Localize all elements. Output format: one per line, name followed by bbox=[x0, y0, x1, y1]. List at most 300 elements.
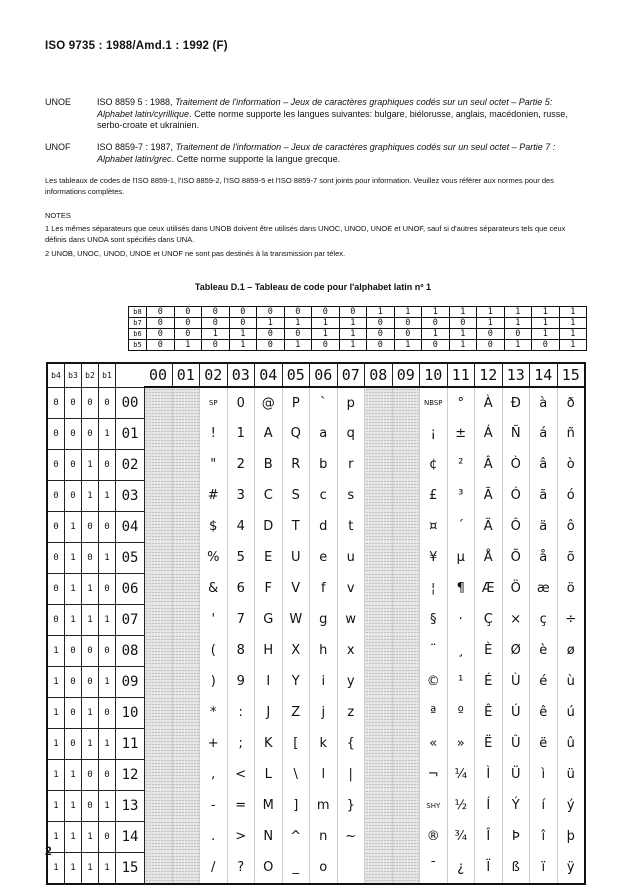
code-cell: ¥ bbox=[420, 542, 448, 573]
code-row bbox=[47, 542, 585, 573]
code-cell bbox=[392, 635, 420, 666]
code-cell: p bbox=[337, 387, 365, 418]
column-header: 07 bbox=[337, 363, 365, 387]
row-bit: 1 bbox=[65, 759, 82, 790]
bit-value: 0 bbox=[532, 340, 560, 351]
code-cell: ¾ bbox=[447, 821, 475, 852]
bit-value: 1 bbox=[339, 329, 367, 340]
intro-paragraph: Les tableaux de codes de l'ISO 8859-1, l'ISO 8859-2, l'ISO 8859-5 et l'ISO 8859-7 sont joints pour information. Veuillez vous référer aux normes pour des informations complètes. bbox=[45, 176, 554, 196]
bit-value: 0 bbox=[202, 318, 230, 329]
row-bit: 0 bbox=[99, 821, 116, 852]
code-cell: í bbox=[530, 790, 558, 821]
code-cell: 9 bbox=[227, 666, 255, 697]
code-cell: Ï bbox=[475, 852, 503, 884]
row-bit: 0 bbox=[47, 480, 65, 511]
bit-value: 1 bbox=[532, 307, 560, 318]
code-cell: Ý bbox=[502, 790, 530, 821]
code-cell: Ö bbox=[502, 573, 530, 604]
code-cell bbox=[337, 852, 365, 884]
code-cell: º bbox=[447, 697, 475, 728]
code-cell bbox=[365, 511, 393, 542]
code-cell: ê bbox=[530, 697, 558, 728]
code-cell: F bbox=[255, 573, 283, 604]
code-cell: 1 bbox=[227, 418, 255, 449]
row-bit: 1 bbox=[65, 821, 82, 852]
code-cell: î bbox=[530, 821, 558, 852]
code-cell: E bbox=[255, 542, 283, 573]
column-header: 05 bbox=[282, 363, 310, 387]
code-row bbox=[47, 852, 585, 884]
code-cell bbox=[365, 387, 393, 418]
code-cell: ó bbox=[557, 480, 585, 511]
code-cell: ¦ bbox=[420, 573, 448, 604]
row-bit: 1 bbox=[47, 759, 65, 790]
row-number: 09 bbox=[116, 666, 145, 697]
code-cell: Á bbox=[475, 418, 503, 449]
code-cell: ' bbox=[200, 604, 228, 635]
bit-value: 0 bbox=[477, 329, 505, 340]
code-cell: Û bbox=[502, 728, 530, 759]
bit-value: 1 bbox=[532, 329, 560, 340]
code-cell: u bbox=[337, 542, 365, 573]
bit-value: 1 bbox=[422, 329, 450, 340]
row-bit: 1 bbox=[99, 728, 116, 759]
code-cell bbox=[172, 666, 200, 697]
bit-value: 1 bbox=[229, 329, 257, 340]
code-cell: , bbox=[200, 759, 228, 790]
code-cell bbox=[172, 511, 200, 542]
row-bit: 0 bbox=[65, 728, 82, 759]
code-cell: & bbox=[200, 573, 228, 604]
row-bit: 0 bbox=[65, 449, 82, 480]
row-bit: 0 bbox=[47, 449, 65, 480]
row-bit: 0 bbox=[65, 387, 82, 418]
row-bit: 1 bbox=[65, 511, 82, 542]
code-cell: À bbox=[475, 387, 503, 418]
row-bit: 1 bbox=[99, 480, 116, 511]
code-cell bbox=[145, 635, 173, 666]
row-bit: 1 bbox=[99, 418, 116, 449]
code-cell bbox=[365, 666, 393, 697]
row-number: 14 bbox=[116, 821, 145, 852]
code-cell: ª bbox=[420, 697, 448, 728]
code-row bbox=[47, 697, 585, 728]
code-cell bbox=[365, 852, 393, 884]
bit-value: 1 bbox=[504, 340, 532, 351]
code-cell: r bbox=[337, 449, 365, 480]
row-bit: 1 bbox=[82, 480, 99, 511]
row-bit: 1 bbox=[82, 573, 99, 604]
code-cell: õ bbox=[557, 542, 585, 573]
code-cell: ú bbox=[557, 697, 585, 728]
code-cell: Y bbox=[282, 666, 310, 697]
code-cell: @ bbox=[255, 387, 283, 418]
code-cell bbox=[392, 449, 420, 480]
bit-value: 0 bbox=[284, 307, 312, 318]
row-bit-label: b4 bbox=[47, 363, 65, 387]
bit-value: 1 bbox=[504, 307, 532, 318]
row-bit: 0 bbox=[82, 635, 99, 666]
bit-value: 0 bbox=[394, 329, 422, 340]
corner-blank bbox=[116, 363, 145, 387]
bit-value: 1 bbox=[559, 318, 587, 329]
code-cell: ] bbox=[282, 790, 310, 821]
bit-value: 0 bbox=[422, 318, 450, 329]
code-cell: ÿ bbox=[557, 852, 585, 884]
code-cell: y bbox=[337, 666, 365, 697]
bit-value: 0 bbox=[147, 307, 175, 318]
code-cell bbox=[172, 790, 200, 821]
code-cell: Ò bbox=[502, 449, 530, 480]
row-number: 08 bbox=[116, 635, 145, 666]
code-cell: à bbox=[530, 387, 558, 418]
code-cell: Ú bbox=[502, 697, 530, 728]
row-bit: 1 bbox=[47, 697, 65, 728]
code-cell: h bbox=[310, 635, 338, 666]
code-cell: I bbox=[255, 666, 283, 697]
row-number: 01 bbox=[116, 418, 145, 449]
code-table bbox=[46, 362, 586, 885]
code-cell: V bbox=[282, 573, 310, 604]
bit-value: 1 bbox=[229, 340, 257, 351]
code-cell: ø bbox=[557, 635, 585, 666]
code-cell: È bbox=[475, 635, 503, 666]
code-cell: ë bbox=[530, 728, 558, 759]
code-cell bbox=[172, 449, 200, 480]
code-cell bbox=[365, 635, 393, 666]
code-cell bbox=[365, 790, 393, 821]
entry-title: Traitement de l'information – Jeux de caractères graphiques codés sur un seul octet – Partie 7 : Alphabet latin/grec bbox=[97, 142, 556, 164]
code-cell: 7 bbox=[227, 604, 255, 635]
code-cell: S bbox=[282, 480, 310, 511]
code-cell: ; bbox=[227, 728, 255, 759]
row-number: 07 bbox=[116, 604, 145, 635]
code-cell: : bbox=[227, 697, 255, 728]
row-bit: 1 bbox=[47, 790, 65, 821]
code-cell: W bbox=[282, 604, 310, 635]
code-cell: Ã bbox=[475, 480, 503, 511]
code-cell: â bbox=[530, 449, 558, 480]
code-cell: d bbox=[310, 511, 338, 542]
code-cell bbox=[392, 666, 420, 697]
code-cell: ² bbox=[447, 449, 475, 480]
code-cell: v bbox=[337, 573, 365, 604]
code-row bbox=[47, 418, 585, 449]
code-cell bbox=[365, 728, 393, 759]
bit-value: 0 bbox=[147, 318, 175, 329]
row-bit: 0 bbox=[47, 542, 65, 573]
code-cell: Z bbox=[282, 697, 310, 728]
row-bit: 0 bbox=[99, 511, 116, 542]
code-cell bbox=[172, 387, 200, 418]
row-number: 04 bbox=[116, 511, 145, 542]
code-cell bbox=[392, 821, 420, 852]
code-cell: é bbox=[530, 666, 558, 697]
code-cell: £ bbox=[420, 480, 448, 511]
code-row bbox=[47, 480, 585, 511]
code-cell: $ bbox=[200, 511, 228, 542]
code-cell: w bbox=[337, 604, 365, 635]
bit-value: 1 bbox=[422, 307, 450, 318]
code-cell: · bbox=[447, 604, 475, 635]
bit-value: 0 bbox=[147, 340, 175, 351]
code-cell: C bbox=[255, 480, 283, 511]
column-header: 06 bbox=[310, 363, 338, 387]
code-cell: á bbox=[530, 418, 558, 449]
entry-code: UNOE bbox=[45, 97, 72, 107]
bit-value: 1 bbox=[504, 318, 532, 329]
code-cell: # bbox=[200, 480, 228, 511]
code-cell: H bbox=[255, 635, 283, 666]
bit-value: 1 bbox=[339, 318, 367, 329]
bit-value: 1 bbox=[477, 307, 505, 318]
code-cell bbox=[145, 449, 173, 480]
bit-value: 0 bbox=[312, 307, 340, 318]
bit-value: 0 bbox=[312, 340, 340, 351]
code-cell: A bbox=[255, 418, 283, 449]
row-bit: 0 bbox=[82, 542, 99, 573]
bit-value: 0 bbox=[367, 329, 395, 340]
code-cell: L bbox=[255, 759, 283, 790]
code-cell: i bbox=[310, 666, 338, 697]
code-cell bbox=[365, 418, 393, 449]
bit-value: 1 bbox=[449, 307, 477, 318]
code-cell bbox=[392, 387, 420, 418]
row-bit-label: b3 bbox=[65, 363, 82, 387]
bit-row bbox=[129, 329, 587, 340]
column-header: 01 bbox=[172, 363, 200, 387]
code-cell bbox=[172, 759, 200, 790]
note-1: 1 Les mêmes séparateurs que ceux utilisés dans UNOB doivent être utilisés dans UNOC, UNOD, UNOE et UNOF, sauf si d'autres séparateurs tels que ceux définis dans UNOA sont spécifiés dans UNA. bbox=[45, 224, 566, 244]
row-bit: 0 bbox=[82, 418, 99, 449]
code-cell: 8 bbox=[227, 635, 255, 666]
code-cell: ¸ bbox=[447, 635, 475, 666]
row-bit: 1 bbox=[47, 821, 65, 852]
code-cell: ñ bbox=[557, 418, 585, 449]
code-cell: æ bbox=[530, 573, 558, 604]
code-cell: j bbox=[310, 697, 338, 728]
code-cell: å bbox=[530, 542, 558, 573]
code-cell: ³ bbox=[447, 480, 475, 511]
bit-label: b8 bbox=[129, 307, 147, 318]
row-bit: 1 bbox=[47, 852, 65, 884]
code-row bbox=[47, 573, 585, 604]
code-cell bbox=[145, 821, 173, 852]
bit-label: b7 bbox=[129, 318, 147, 329]
bit-value: 1 bbox=[339, 340, 367, 351]
code-cell bbox=[392, 542, 420, 573]
code-cell bbox=[172, 697, 200, 728]
code-row bbox=[47, 759, 585, 790]
code-cell: ¯ bbox=[420, 852, 448, 884]
code-cell: = bbox=[227, 790, 255, 821]
bit-value: 1 bbox=[449, 329, 477, 340]
code-cell: a bbox=[310, 418, 338, 449]
document-header: ISO 9735 : 1988/Amd.1 : 1992 (F) bbox=[45, 40, 228, 52]
bit-value: 1 bbox=[284, 318, 312, 329]
code-cell: K bbox=[255, 728, 283, 759]
code-cell bbox=[365, 697, 393, 728]
code-cell: ^ bbox=[282, 821, 310, 852]
code-cell bbox=[145, 387, 173, 418]
code-cell: G bbox=[255, 604, 283, 635]
code-cell: q bbox=[337, 418, 365, 449]
bit-value: 0 bbox=[284, 329, 312, 340]
code-cell: Õ bbox=[502, 542, 530, 573]
code-cell bbox=[365, 604, 393, 635]
bit-value: 0 bbox=[449, 318, 477, 329]
code-cell: Ð bbox=[502, 387, 530, 418]
code-cell: Í bbox=[475, 790, 503, 821]
code-cell: / bbox=[200, 852, 228, 884]
bit-value: 0 bbox=[202, 307, 230, 318]
code-cell: c bbox=[310, 480, 338, 511]
code-row bbox=[47, 635, 585, 666]
code-cell: ä bbox=[530, 511, 558, 542]
row-bit: 0 bbox=[82, 759, 99, 790]
code-cell: ü bbox=[557, 759, 585, 790]
row-bit: 0 bbox=[65, 635, 82, 666]
code-cell: ß bbox=[502, 852, 530, 884]
code-cell bbox=[365, 573, 393, 604]
bit-value: 1 bbox=[312, 318, 340, 329]
column-header: 15 bbox=[557, 363, 585, 387]
code-cell: ð bbox=[557, 387, 585, 418]
bit-value: 0 bbox=[229, 307, 257, 318]
code-cell: è bbox=[530, 635, 558, 666]
code-cell: Æ bbox=[475, 573, 503, 604]
code-cell: b bbox=[310, 449, 338, 480]
code-cell: * bbox=[200, 697, 228, 728]
code-cell: N bbox=[255, 821, 283, 852]
row-bit: 0 bbox=[65, 666, 82, 697]
row-bit: 1 bbox=[65, 604, 82, 635]
code-cell: | bbox=[337, 759, 365, 790]
code-cell: M bbox=[255, 790, 283, 821]
bit-value: 0 bbox=[394, 318, 422, 329]
code-cell: û bbox=[557, 728, 585, 759]
row-bit: 0 bbox=[99, 449, 116, 480]
code-cell: ¤ bbox=[420, 511, 448, 542]
code-cell bbox=[172, 852, 200, 884]
code-cell bbox=[365, 542, 393, 573]
code-cell bbox=[145, 511, 173, 542]
row-bit: 0 bbox=[82, 387, 99, 418]
code-cell: ã bbox=[530, 480, 558, 511]
code-cell: e bbox=[310, 542, 338, 573]
row-bit: 0 bbox=[99, 573, 116, 604]
bit-value: 0 bbox=[367, 340, 395, 351]
bit-value: 1 bbox=[559, 307, 587, 318]
code-cell: Ù bbox=[502, 666, 530, 697]
code-cell: o bbox=[310, 852, 338, 884]
bit-value: 0 bbox=[422, 340, 450, 351]
bit-value: 0 bbox=[174, 318, 202, 329]
bit-value: 1 bbox=[532, 318, 560, 329]
code-cell: É bbox=[475, 666, 503, 697]
table-caption: Tableau D.1 – Tableau de code pour l'alphabet latin nº 1 bbox=[194, 282, 432, 292]
column-header: 14 bbox=[530, 363, 558, 387]
code-cell bbox=[392, 852, 420, 884]
code-cell bbox=[392, 480, 420, 511]
code-cell: þ bbox=[557, 821, 585, 852]
entry-title: Traitement de l'information – Jeux de caractères graphiques codés sur un seul octet – Partie 5: Alphabet latin/cyrillique bbox=[97, 97, 553, 119]
column-header: 13 bbox=[502, 363, 530, 387]
entry-text bbox=[97, 142, 585, 165]
code-cell bbox=[145, 418, 173, 449]
code-cell: ù bbox=[557, 666, 585, 697]
code-cell: P bbox=[282, 387, 310, 418]
code-cell: Å bbox=[475, 542, 503, 573]
code-cell: ì bbox=[530, 759, 558, 790]
code-cell bbox=[172, 728, 200, 759]
entry-rest: . Cette norme supporte la langue grecque. bbox=[171, 153, 341, 164]
row-bit: 0 bbox=[47, 511, 65, 542]
page-number: 2 bbox=[45, 844, 52, 858]
code-cell: SHY bbox=[420, 790, 448, 821]
code-cell bbox=[392, 604, 420, 635]
code-cell: x bbox=[337, 635, 365, 666]
bit-value: 0 bbox=[257, 340, 285, 351]
code-row bbox=[47, 511, 585, 542]
code-cell: z bbox=[337, 697, 365, 728]
bit-value: 0 bbox=[339, 307, 367, 318]
code-cell: Ø bbox=[502, 635, 530, 666]
row-bit: 1 bbox=[99, 604, 116, 635]
code-cell: ¿ bbox=[447, 852, 475, 884]
code-cell: + bbox=[200, 728, 228, 759]
bit-value: 1 bbox=[394, 307, 422, 318]
code-cell: Q bbox=[282, 418, 310, 449]
code-cell: « bbox=[420, 728, 448, 759]
code-cell bbox=[145, 604, 173, 635]
code-cell: s bbox=[337, 480, 365, 511]
bit-value: 1 bbox=[559, 340, 587, 351]
code-cell: Ô bbox=[502, 511, 530, 542]
column-header: 11 bbox=[447, 363, 475, 387]
row-bit: 0 bbox=[47, 387, 65, 418]
bit-value: 1 bbox=[449, 340, 477, 351]
code-cell: ò bbox=[557, 449, 585, 480]
entry-ref: ISO 8859-7 : 1987, bbox=[97, 142, 176, 152]
code-cell bbox=[365, 759, 393, 790]
code-cell: T bbox=[282, 511, 310, 542]
code-cell: Ü bbox=[502, 759, 530, 790]
bit-row bbox=[129, 340, 587, 351]
code-cell bbox=[365, 821, 393, 852]
code-cell: » bbox=[447, 728, 475, 759]
code-cell bbox=[392, 573, 420, 604]
code-cell: 2 bbox=[227, 449, 255, 480]
code-cell: ö bbox=[557, 573, 585, 604]
code-cell: Â bbox=[475, 449, 503, 480]
row-bit: 1 bbox=[82, 449, 99, 480]
code-cell: ± bbox=[447, 418, 475, 449]
code-row bbox=[47, 604, 585, 635]
column-bit-grid bbox=[128, 306, 587, 351]
code-cell bbox=[392, 728, 420, 759]
code-cell: g bbox=[310, 604, 338, 635]
row-bit: 0 bbox=[82, 790, 99, 821]
bit-value: 1 bbox=[559, 329, 587, 340]
bit-label: b6 bbox=[129, 329, 147, 340]
code-cell: SP bbox=[200, 387, 228, 418]
code-cell: ¶ bbox=[447, 573, 475, 604]
code-cell: O bbox=[255, 852, 283, 884]
bit-row bbox=[129, 307, 587, 318]
code-cell: ¨ bbox=[420, 635, 448, 666]
code-cell bbox=[145, 666, 173, 697]
